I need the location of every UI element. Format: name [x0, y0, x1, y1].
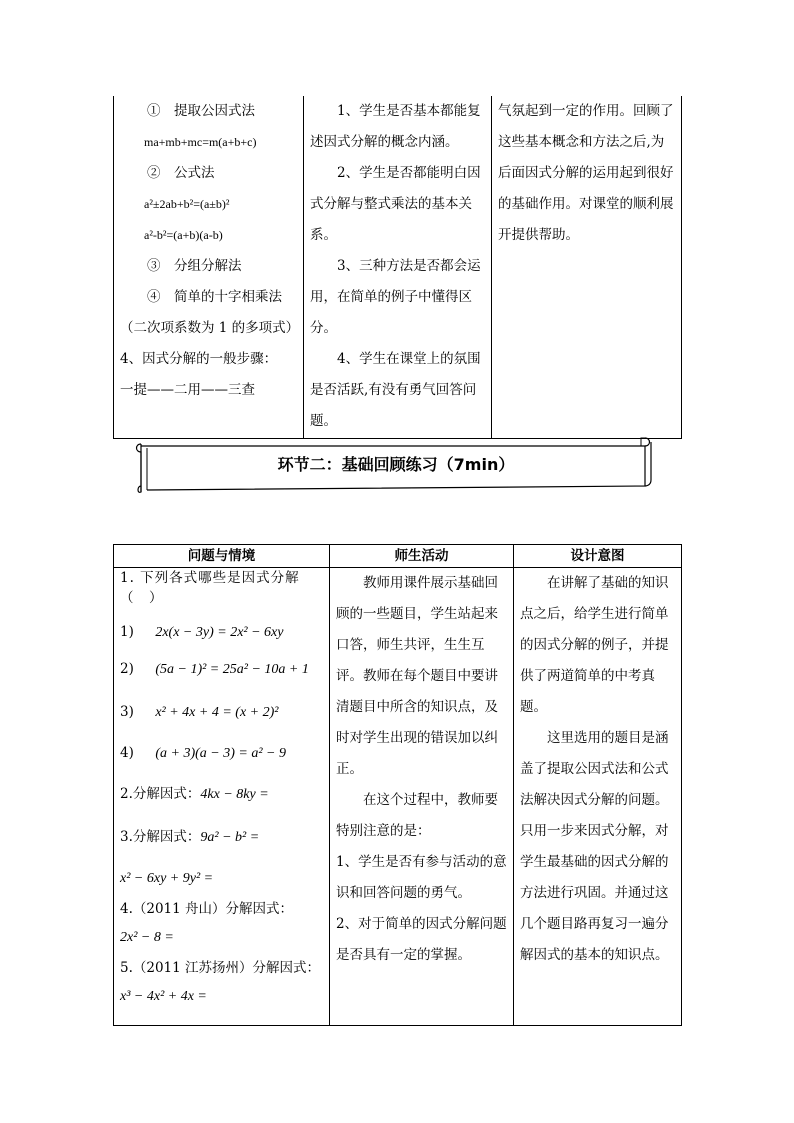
review-checks-cell — [304, 96, 492, 438]
intent-text-1: 在讲解了基础的知识点之后，给学生进行简单的因式分解的例子，并提供了两道简单的中考真题。 — [520, 575, 669, 715]
banner-title: 环节二：基础回顾练习（7min） — [277, 455, 515, 474]
activity-cell — [330, 568, 514, 1026]
practice-table — [113, 544, 682, 1026]
review-intent-cell — [492, 96, 682, 438]
questions-cell — [114, 568, 330, 1026]
method-3: ③ 分组分解法 — [147, 258, 242, 274]
formula-3: a²-b²=(a+b)(a-b) — [144, 228, 223, 242]
intent-text: 气氛起到一定的作用。回顾了这些基本概念和方法之后,为后面因式分解的运用起到很好的基础作用。对课堂的顺利展开提供帮助。 — [498, 103, 674, 243]
question-3b: x² − 6xy + 9y² = — [120, 871, 214, 886]
section-banner — [133, 434, 659, 498]
header-intent: 设计意图 — [514, 545, 682, 568]
question-3: 3.分解因式：9a² − b² = — [120, 829, 260, 845]
check-2: 2、学生是否都能明白因式分解与整式乘法的基本关系。 — [310, 165, 481, 243]
steps-text: 一提——二用——三查 — [120, 382, 255, 398]
question-1: 1. 下列各式哪些是因式分解（ ） — [120, 570, 300, 606]
review-table — [113, 96, 682, 439]
method-2: ② 公式法 — [147, 165, 215, 181]
q1-item-1: 1) 2x(x − 3y) = 2x² − 6xy — [120, 624, 284, 640]
method-1: ① 提取公因式法 — [147, 103, 255, 119]
check-4: 4、学生在课堂上的氛围是否活跃,有没有勇气回答问题。 — [310, 351, 481, 429]
intent-text-2: 这里选用的题目是涵盖了提取公因式法和公式法解决因式分解的问题。只用一步来因式分解，对学生最基础的因式分解的方法进行巩固。并通过这几个题目路再复习一遍分解因式的基本的知识点。 — [520, 730, 669, 963]
method-4: ④ 简单的十字相乘法 — [147, 289, 282, 305]
activity-text-2: 在这个过程中，教师要特别注意的是： — [336, 792, 498, 839]
activity-text-1: 教师用课件展示基础回顾的一些题目，学生站起来口答，师生共评，生生互评。教师在每个题目中要讲清题目中所含的知识点，及时对学生出现的错误加以纠正。 — [336, 575, 498, 777]
activity-text-3: 1、学生是否有参与活动的意识和回答问题的勇气。 — [336, 854, 507, 901]
formula-2: a²±2ab+b²=(a±b)² — [144, 197, 230, 211]
q1-item-3: 3) x² + 4x + 4 = (x + 2)² — [120, 704, 279, 720]
formula-1: ma+mb+mc=m(a+b+c) — [144, 135, 257, 149]
question-4-expr: 2x² − 8 = — [120, 930, 174, 945]
q1-item-4: 4) (a + 3)(a − 3) = a² − 9 — [120, 745, 286, 761]
q1-item-2: 2) (5a − 1)² = 25a² − 10a + 1 — [120, 661, 309, 677]
header-question: 问题与情境 — [114, 545, 330, 568]
review-methods-cell — [114, 96, 304, 438]
method-4-note: （二次项系数为 1 的多项式） — [120, 320, 300, 336]
question-5-expr: x³ − 4x² + 4x = — [120, 989, 207, 1004]
check-1: 1、学生是否基本都能复述因式分解的概念内涵。 — [310, 103, 481, 150]
activity-text-4: 2、对于简单的因式分解问题是否具有一定的掌握。 — [336, 916, 507, 963]
question-5: 5.（2011 江苏扬州）分解因式： — [120, 960, 321, 976]
question-2: 2.分解因式：4kx − 8ky = — [120, 786, 269, 802]
steps-heading: 4、因式分解的一般步骤： — [120, 351, 278, 367]
check-3: 3、三种方法是否都会运用，在简单的例子中懂得区分。 — [310, 258, 481, 336]
question-4: 4.（2011 舟山）分解因式： — [120, 901, 294, 917]
intent-cell — [514, 568, 682, 1026]
header-activity: 师生活动 — [330, 545, 514, 568]
